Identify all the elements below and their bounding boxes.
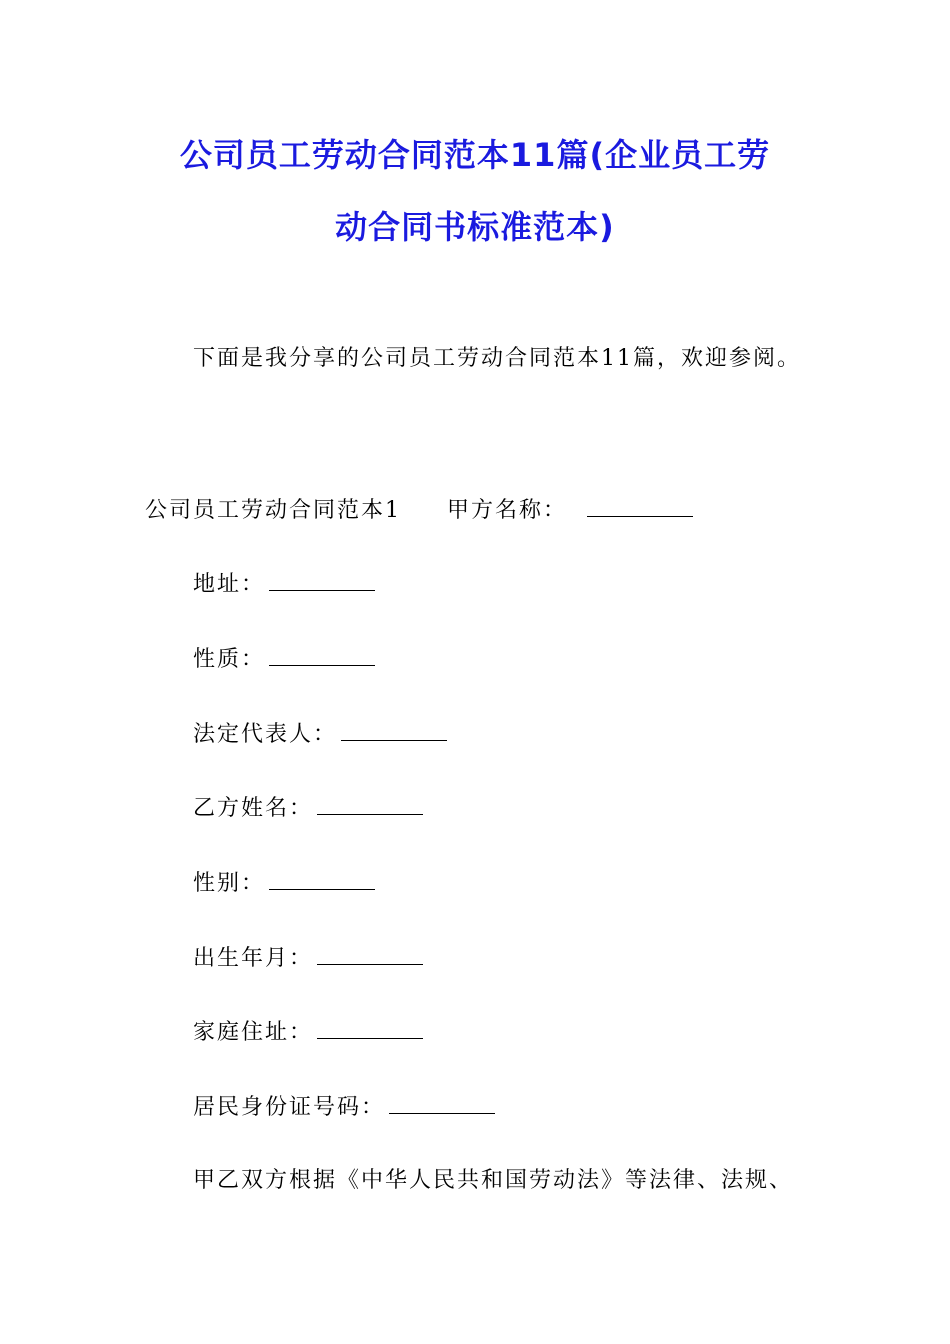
intro-paragraph: 下面是我分享的公司员工劳动合同范本11篇，欢迎参阅。 [193,346,801,371]
party-a-name-label: 甲方名称： [447,498,568,523]
field-label: 性别： [193,871,266,896]
fill-blank [317,792,423,815]
field-nature [193,643,375,675]
field-label: 居民身份证号码： [193,1095,386,1120]
field-label: 家庭住址： [193,1020,314,1045]
field-birth-date [193,942,423,974]
section-heading-row [145,494,693,526]
fill-blank [269,643,375,666]
field-party-b-name [193,792,423,824]
field-address [193,568,375,600]
field-label: 性质： [193,647,266,672]
body-paragraph: 甲乙双方根据《中华人民共和国劳动法》等法律、法规、 [193,1168,794,1193]
fill-blank [389,1091,495,1114]
field-label: 地址： [193,572,266,597]
field-gender [193,867,375,899]
fill-blank [269,867,375,890]
field-id-number [193,1091,495,1123]
fill-blank [317,942,423,965]
fill-blank [317,1016,423,1039]
fill-blank [269,568,375,591]
field-legal-representative [193,718,447,750]
party-a-name-blank [587,494,693,517]
field-label: 乙方姓名： [193,796,314,821]
field-label: 出生年月： [193,946,314,971]
fill-blank [341,718,447,741]
document-title-line-2: 动合同书标准范本) [335,208,615,246]
field-label: 法定代表人： [193,722,338,747]
field-home-address [193,1016,423,1048]
document-title-line-1: 公司员工劳动合同范本11篇(企业员工劳 [179,136,771,174]
section-heading: 公司员工劳动合同范本1 [145,498,401,523]
